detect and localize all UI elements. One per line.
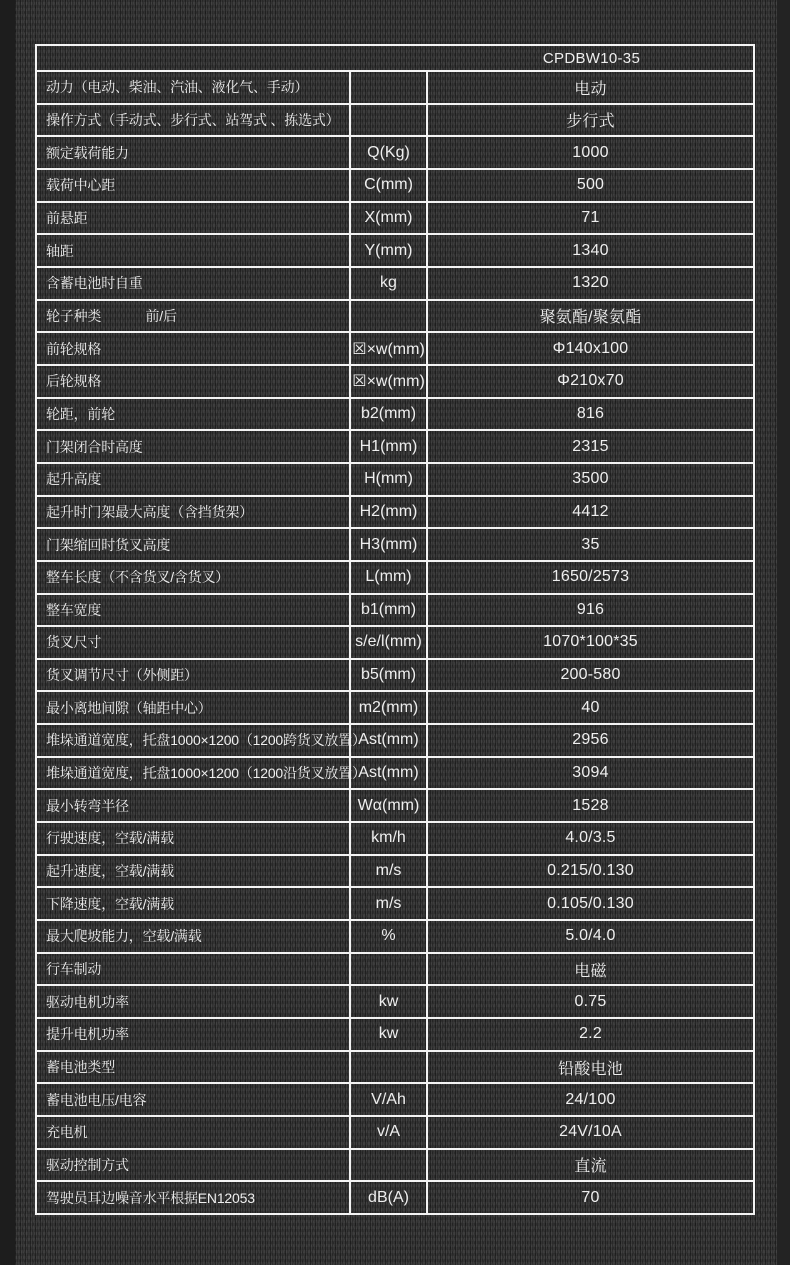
- table-row: [37, 725, 753, 758]
- table-row: [37, 921, 753, 954]
- table-row: [37, 203, 753, 236]
- table-row: [37, 562, 753, 595]
- row-unit: s/e/l(mm): [351, 627, 428, 658]
- row-label: 前悬距: [37, 203, 351, 234]
- row-unit: ☒×w(mm): [351, 366, 428, 397]
- table-row: [37, 399, 753, 432]
- table-row: [37, 888, 753, 921]
- row-value: 816: [576, 404, 605, 422]
- table-row: [37, 268, 753, 301]
- row-label: 最大爬坡能力，空载/满载: [37, 921, 351, 952]
- row-value: 电磁: [574, 962, 607, 980]
- table-row: [37, 627, 753, 660]
- row-label: 载荷中心距: [37, 170, 351, 201]
- row-label: 蓄电池类型: [37, 1052, 351, 1083]
- table-row: [37, 137, 753, 170]
- row-unit: [351, 105, 428, 136]
- row-unit: ☒×w(mm): [351, 333, 428, 364]
- table-row: [37, 72, 753, 105]
- row-unit: km/h: [351, 823, 428, 854]
- table-row: [37, 1052, 753, 1085]
- row-value: 916: [576, 600, 605, 618]
- row-unit: Q(Kg): [351, 137, 428, 168]
- table-row: [37, 333, 753, 366]
- row-value: 24V/10A: [559, 1123, 622, 1141]
- table-row: [37, 1019, 753, 1052]
- table-row: [37, 529, 753, 562]
- row-label: 充电机: [37, 1117, 351, 1148]
- table-row: [37, 954, 753, 987]
- model-name: CPDBW10-35: [542, 49, 641, 67]
- table-row: [37, 790, 753, 823]
- spec-table: [35, 44, 755, 1215]
- row-unit: H(mm): [351, 464, 428, 495]
- table-row: [37, 758, 753, 791]
- row-unit: C(mm): [351, 170, 428, 201]
- row-value: 0.75: [574, 992, 607, 1010]
- row-label: 轮子种类 前/后: [37, 301, 351, 332]
- row-unit: [351, 301, 428, 332]
- table-row: [37, 170, 753, 203]
- spec-table-body: [37, 72, 753, 1213]
- row-value: Φ140x100: [552, 339, 629, 357]
- row-label: 蓄电池电压/电容: [37, 1084, 351, 1115]
- row-unit: [351, 1052, 428, 1083]
- row-label: 驱动电机功率: [37, 986, 351, 1017]
- table-row: [37, 105, 753, 138]
- row-unit: [351, 1150, 428, 1181]
- row-value: 35: [581, 535, 600, 553]
- row-label: 轴距: [37, 235, 351, 266]
- row-label: 下降速度，空载/满载: [37, 888, 351, 919]
- row-label: 货叉尺寸: [37, 627, 351, 658]
- row-label: 货叉调节尺寸（外侧距）: [37, 660, 351, 691]
- row-unit: kg: [351, 268, 428, 299]
- page-edge-left: [0, 0, 15, 1265]
- row-value: 24/100: [565, 1090, 616, 1108]
- table-row: [37, 497, 753, 530]
- row-unit: H3(mm): [351, 529, 428, 560]
- row-unit: [351, 954, 428, 985]
- row-value: 电动: [574, 80, 607, 98]
- table-row: [37, 1084, 753, 1117]
- row-label: 后轮规格: [37, 366, 351, 397]
- row-unit: L(mm): [351, 562, 428, 593]
- row-value: 1000: [572, 143, 609, 161]
- row-value: 2315: [572, 437, 609, 455]
- table-row: [37, 986, 753, 1019]
- row-value: 3094: [572, 764, 609, 782]
- row-label: 堆垛通道宽度，托盘1000×1200（1200跨货叉放置）: [37, 725, 351, 756]
- table-row: [37, 464, 753, 497]
- row-value: 2956: [572, 731, 609, 749]
- table-row: [37, 595, 753, 628]
- row-label: 轮距，前轮: [37, 399, 351, 430]
- row-value: 2.2: [579, 1025, 602, 1043]
- row-label: 操作方式（手动式、步行式、站驾式 、拣选式）: [37, 105, 351, 136]
- row-label: 提升电机功率: [37, 1019, 351, 1050]
- row-value: 500: [576, 176, 605, 194]
- row-value: 1650/2573: [551, 568, 630, 586]
- row-unit: kw: [351, 986, 428, 1017]
- row-value: 4412: [572, 502, 609, 520]
- table-row: [37, 660, 753, 693]
- row-unit: dB(A): [351, 1182, 428, 1213]
- row-unit: Wα(mm): [351, 790, 428, 821]
- row-unit: H2(mm): [351, 497, 428, 528]
- spec-table-header: [37, 46, 753, 72]
- row-label: 门架缩回时货叉高度: [37, 529, 351, 560]
- row-label: 起升速度，空载/满载: [37, 856, 351, 887]
- row-value: 0.105/0.130: [547, 894, 634, 912]
- row-label: 起升时门架最大高度（含挡货架）: [37, 497, 351, 528]
- row-unit: b2(mm): [351, 399, 428, 430]
- row-label: 含蓄电池时自重: [37, 268, 351, 299]
- row-value: 71: [581, 208, 600, 226]
- row-value: 直流: [574, 1158, 607, 1176]
- row-label: 驾驶员耳边噪音水平根据EN12053: [37, 1182, 351, 1213]
- row-unit: Ast(mm): [351, 758, 428, 789]
- row-label: 整车长度（不含货叉/含货叉）: [37, 562, 351, 593]
- page-edge-right: [777, 0, 790, 1265]
- table-row: [37, 1182, 753, 1213]
- row-value: 200-580: [560, 666, 621, 684]
- table-row: [37, 366, 753, 399]
- row-unit: Ast(mm): [351, 725, 428, 756]
- row-unit: v/A: [351, 1117, 428, 1148]
- row-unit: b1(mm): [351, 595, 428, 626]
- row-value: 铅酸电池: [558, 1060, 623, 1078]
- row-unit: m/s: [351, 888, 428, 919]
- row-value: 3500: [572, 470, 609, 488]
- row-label: 行车制动: [37, 954, 351, 985]
- row-value: 1528: [572, 796, 609, 814]
- row-unit: H1(mm): [351, 431, 428, 462]
- row-value: 1320: [572, 274, 609, 292]
- row-label: 堆垛通道宽度，托盘1000×1200（1200沿货叉放置）: [37, 758, 351, 789]
- row-value: 5.0/4.0: [565, 927, 616, 945]
- row-label: 前轮规格: [37, 333, 351, 364]
- row-value: 聚氨酯/聚氨酯: [539, 309, 642, 327]
- table-row: [37, 235, 753, 268]
- row-value: 步行式: [566, 113, 615, 131]
- row-unit: m2(mm): [351, 692, 428, 723]
- row-unit: X(mm): [351, 203, 428, 234]
- table-row: [37, 692, 753, 725]
- row-unit: %: [351, 921, 428, 952]
- row-value: 0.215/0.130: [547, 862, 634, 880]
- row-unit: [351, 72, 428, 103]
- table-row: [37, 301, 753, 334]
- row-label: 额定载荷能力: [37, 137, 351, 168]
- row-label: 门架闭合时高度: [37, 431, 351, 462]
- row-label: 驱动控制方式: [37, 1150, 351, 1181]
- row-value: 70: [581, 1188, 600, 1206]
- row-label: 起升高度: [37, 464, 351, 495]
- row-unit: b5(mm): [351, 660, 428, 691]
- table-row: [37, 823, 753, 856]
- row-label: 最小转弯半径: [37, 790, 351, 821]
- row-value: 4.0/3.5: [565, 829, 616, 847]
- row-label: 行驶速度，空载/满载: [37, 823, 351, 854]
- row-unit: Y(mm): [351, 235, 428, 266]
- row-value: 1340: [572, 241, 609, 259]
- table-row: [37, 1117, 753, 1150]
- row-value: Φ210x70: [557, 372, 624, 390]
- table-row: [37, 431, 753, 464]
- row-unit: V/Ah: [351, 1084, 428, 1115]
- row-unit: m/s: [351, 856, 428, 887]
- row-label: 整车宽度: [37, 595, 351, 626]
- table-row: [37, 1150, 753, 1183]
- row-value: 1070*100*35: [543, 633, 638, 651]
- row-value: 40: [581, 698, 600, 716]
- table-row: [37, 856, 753, 889]
- row-label: 最小离地间隙（轴距中心）: [37, 692, 351, 723]
- row-label: 动力（电动、柴油、汽油、液化气、手动）: [37, 72, 351, 103]
- row-unit: kw: [351, 1019, 428, 1050]
